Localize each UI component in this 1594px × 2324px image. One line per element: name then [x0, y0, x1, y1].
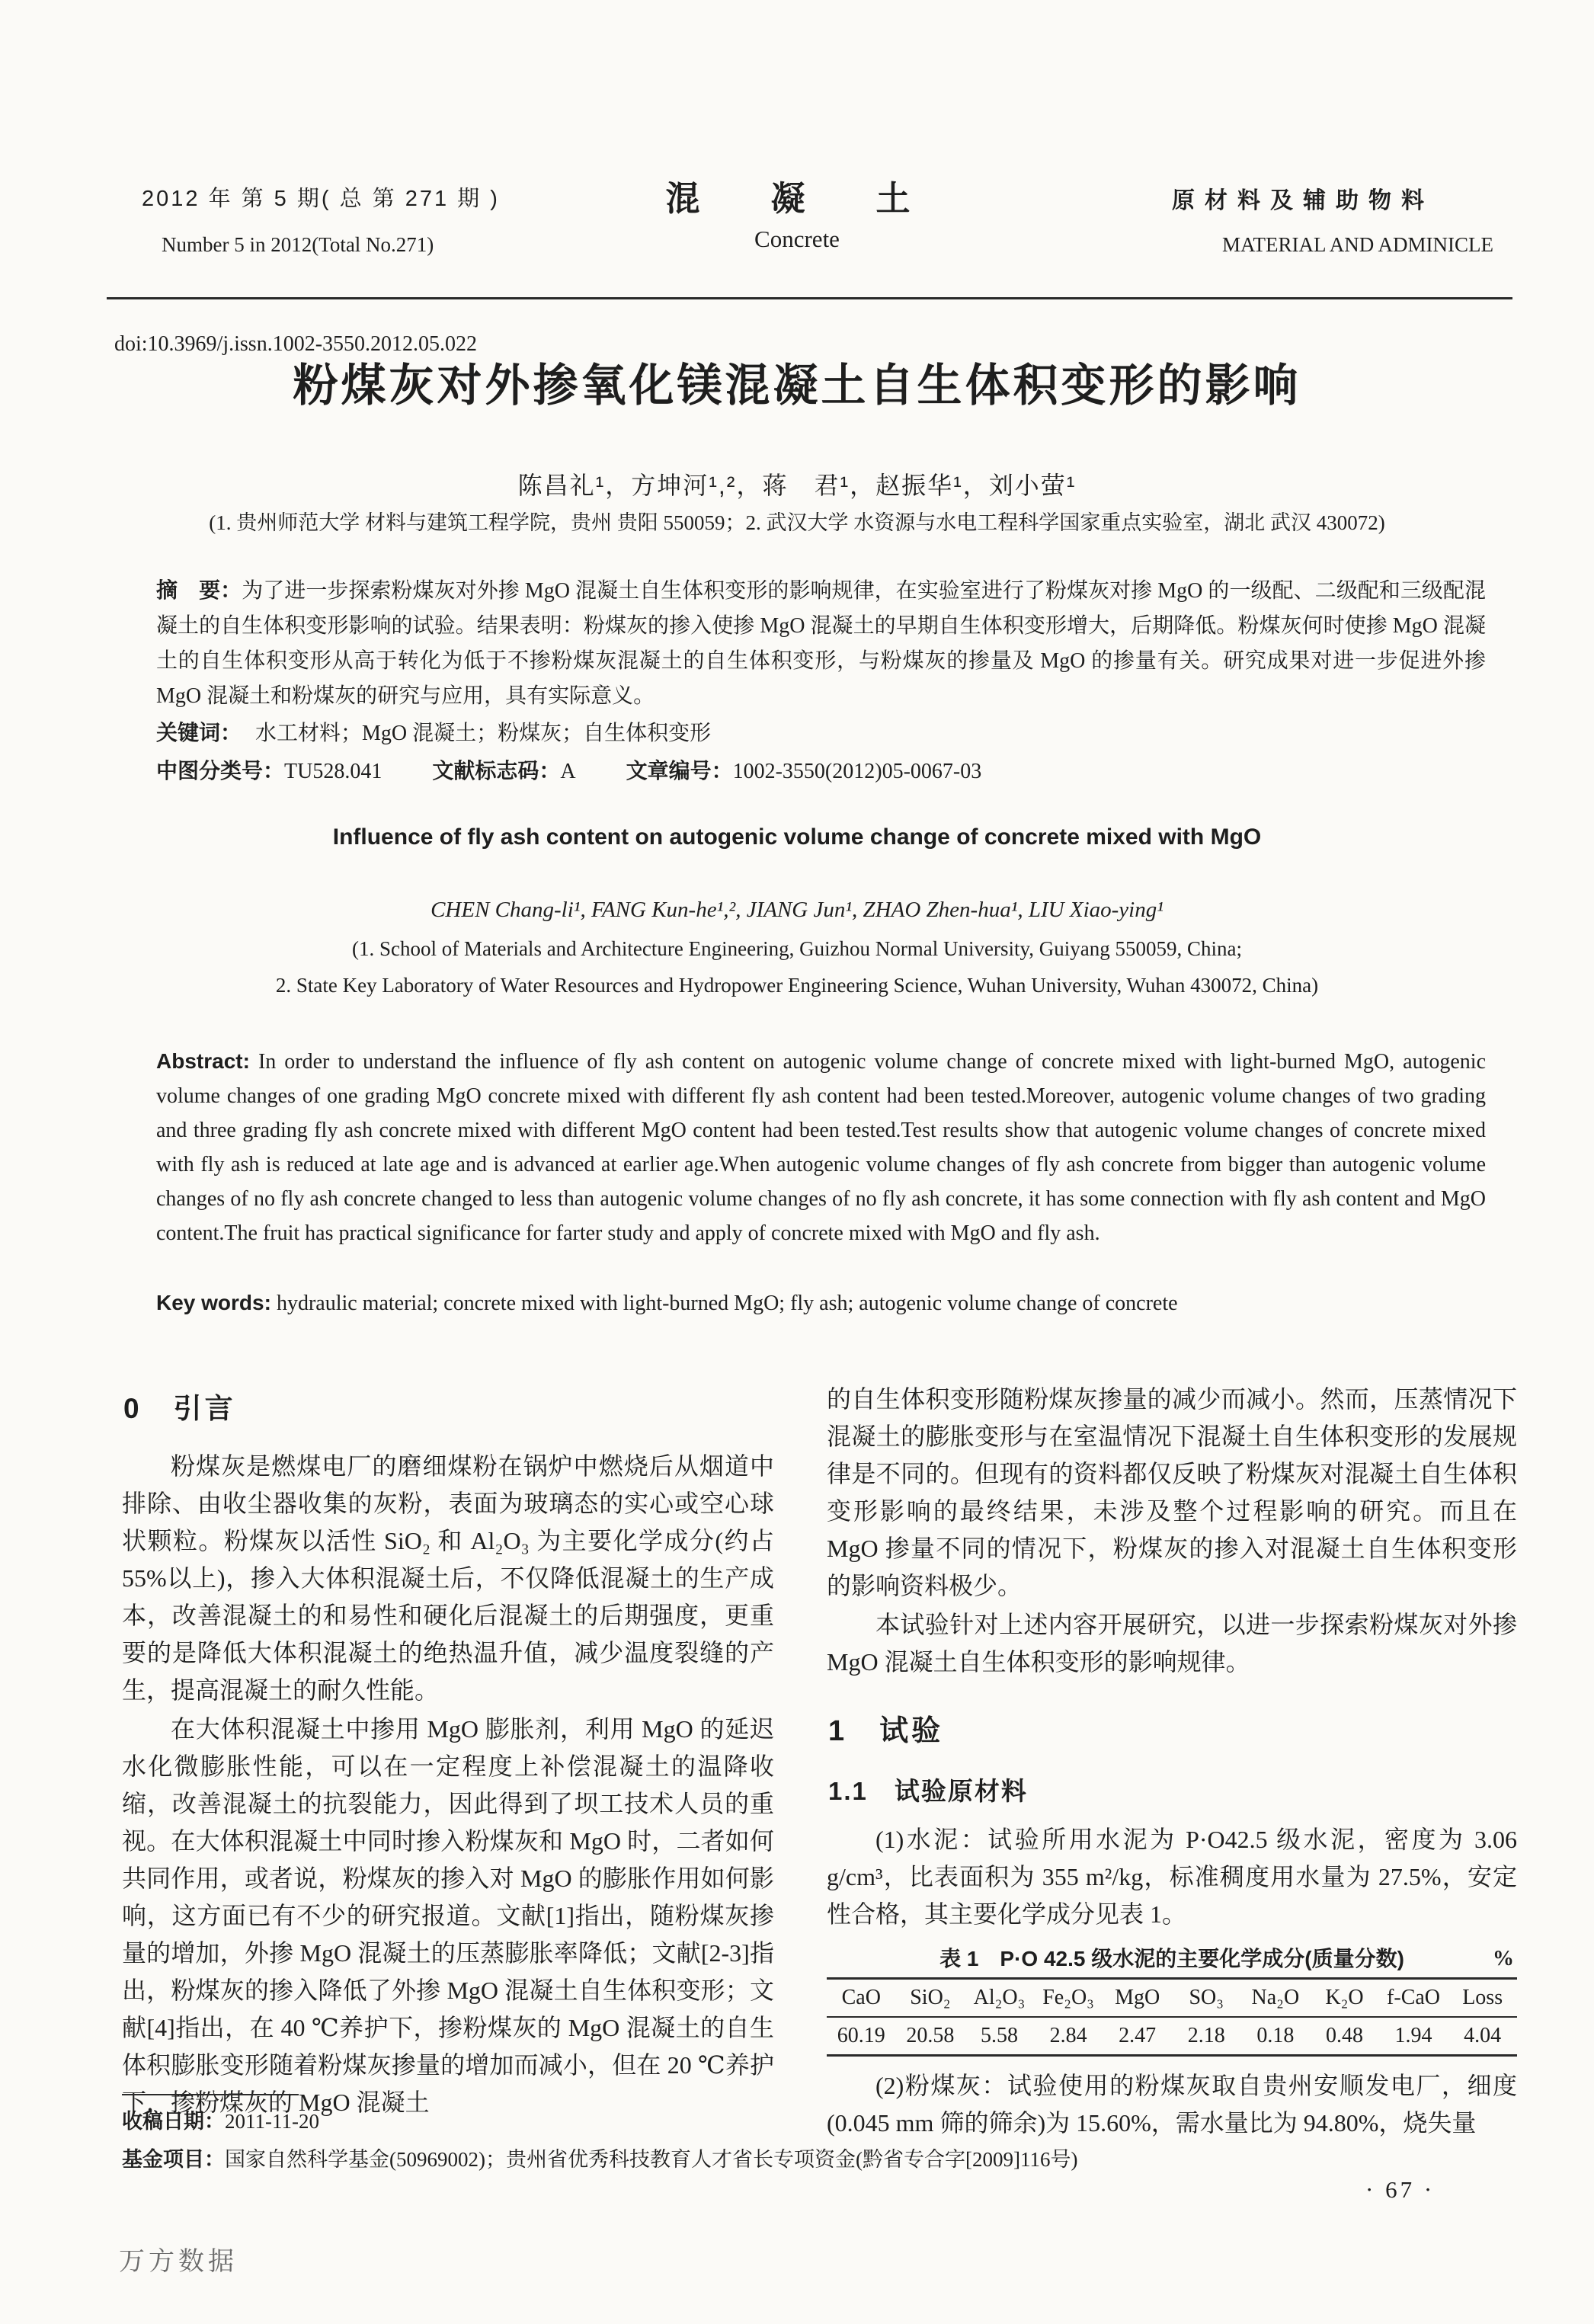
affiliation-zh: (1. 贵州师范大学 材料与建筑工程学院，贵州 贵阳 550059；2. 武汉大学 水资源与水电工程科学国家重点实验室，湖北 武汉 430072) [209, 511, 1385, 534]
keywords-en [156, 1291, 1486, 1316]
table1-unit: % [1493, 1947, 1514, 1970]
abstract-en-label: Abstract: [156, 1049, 250, 1073]
doc-code-label: 文献标志码： [432, 759, 561, 783]
continuation-paragraph: 的自生体积变形随粉煤灰掺量的减少而减小。然而，压蒸情况下混凝土的膨胀变形与在室温情况下混凝土自生体积变形的发展规律是不同的。但现有的资料都仅反映了粉煤灰对混凝土自生体积变形影响的最终结果，未涉及整个过程影响的研究。而且在 MgO 掺量不同的情况下，粉煤灰的掺入对混凝土自生体积变形的影响资料极少。 [827, 1385, 1517, 1599]
page-number: · 67 · [1365, 2176, 1436, 2203]
keywords-en-label: Key words: [156, 1291, 271, 1314]
affiliation-en-2: 2. State Key Laboratory of Water Resources and Hydropower Engineering Science, Wuhan University, Wuhan 430072, China) [275, 974, 1319, 997]
keywords-zh [156, 716, 1486, 747]
materials-heading: 1.1 试验原材料 [828, 1777, 1028, 1805]
table1-value-cell: 60.19 [837, 2024, 885, 2047]
article-id-label: 文章编号： [626, 759, 733, 783]
authors-zh: 陈昌礼¹，方坤河¹,²，蒋 君¹，赵振华¹，刘小萤¹ [517, 472, 1077, 499]
table1-value-row [827, 2018, 1517, 2054]
table1-header-cell: Na₂O [1251, 1986, 1300, 2009]
abstract-zh-text: 为了进一步探索粉煤灰对外掺 MgO 混凝土自生体积变形的影响规律，在实验室进行了粉煤灰对掺 MgO 的一级配、二级配和三级配混凝土的自生体积变形影响的试验。结果表明：粉煤灰的掺入使掺 MgO 混凝土的早期自生体积变形增大，后期降低。粉煤灰何时使掺 MgO 混凝土的自生体积变形从高于转化为低于不掺粉煤灰混凝土的自生体积变形，与粉煤灰的掺量及 MgO 的掺量有关。研究成果对进一步促进外掺 MgO 混凝土和粉煤灰的研究与应用，具有实际意义。 [156, 579, 1486, 708]
table1-header-cell: SO₃ [1189, 1986, 1224, 2009]
keywords-zh-label: 关键词： [156, 721, 242, 744]
table1-header-cell: K₂O [1325, 1986, 1364, 2009]
fund-value: 国家自然科学基金(50969002)；贵州省优秀科技教育人才省长专项资金(黔省专合字[2009]116号) [225, 2148, 1078, 2171]
clc-label: 中图分类号： [156, 759, 285, 783]
intro-heading: 0 引言 [123, 1393, 236, 1424]
issue-info-en: Number 5 in 2012(Total No.271) [162, 233, 434, 256]
table1-header-cell: Al₂O₃ [973, 1986, 1026, 2009]
table1 [827, 1944, 1517, 2057]
received-date-value: 2011-11-20 [225, 2110, 319, 2133]
table1-value-cell: 2.18 [1187, 2024, 1225, 2047]
intro-paragraph-1: 粉煤灰是燃煤电厂的磨细煤粉在锅炉中燃烧后从烟道中排除、由收尘器收集的灰粉，表面为玻璃态的实心或空心球状颗粒。粉煤灰以活性 SiO₂ 和 Al₂O₃ 为主要化学成分(约占 55%以上)，掺入大体积混凝土后，不仅降低混凝土的生产成本，改善混凝土的和易性和硬化后混凝土的后期强度，更重要的是降低大体积混凝土的绝热温升值，减少温度裂缝的产生，提高混凝土的耐久性能。 [122, 1452, 774, 1704]
table1-header-cell: CaO [841, 1986, 881, 2009]
fund-label: 基金项目： [122, 2148, 225, 2171]
article-title-zh: 粉煤灰对外掺氧化镁混凝土自生体积变形的影响 [293, 360, 1301, 411]
received-date-label: 收稿日期： [122, 2110, 225, 2133]
journal-title-zh: 混 凝 土 [665, 180, 929, 218]
footnote-rule [122, 2094, 299, 2095]
table1-value-cell: 5.58 [980, 2024, 1018, 2047]
table1-value-cell: 1.94 [1394, 2024, 1432, 2047]
table1-value-cell: 2.47 [1119, 2024, 1157, 2047]
purpose-paragraph: 本试验针对上述内容开展研究，以进一步探索粉煤灰对外掺 MgO 混凝土自生体积变形的影响规律。 [827, 1611, 1517, 1676]
keywords-en-text: hydraulic material; concrete mixed with light-burned MgO; fly ash; autogenic volume change of concrete [276, 1292, 1178, 1315]
table1-header-cell: Loss [1462, 1986, 1503, 2009]
header-rule [107, 297, 1512, 299]
section-column-en: MATERIAL AND ADMINICLE [1222, 233, 1493, 256]
table1-header-row [827, 1980, 1517, 2018]
journal-title-en: Concrete [754, 226, 840, 252]
table1-grid [827, 1977, 1517, 2057]
table1-value-cell: 20.58 [906, 2024, 955, 2047]
classification-line [156, 754, 1486, 785]
abstract-en-text: In order to understand the influence of fly ash content on autogenic volume change of concrete mixed with light-burned MgO, autogenic volume changes of one grading MgO concrete mixed with different fly ash content had been tested.Moreover, autogenic volume changes of two grading and three grading fly ash concrete mixed with different MgO content had been tested.Test results show that autogenic volume changes of concrete mixed with fly ash is reduced at late age and is advanced at earlier age.When autogenic volume changes of fly ash concrete from bigger than autogenic volume changes of no fly ash concrete changed to less than autogenic volume changes of no fly ash concrete, it has some connection with fly ash content and MgO content.The fruit has practical significance for farter study and apply of concrete mixed with MgO and fly ash. [156, 1050, 1487, 1245]
clc-value: TU528.041 [284, 760, 382, 783]
table1-value-cell: 0.48 [1325, 2024, 1363, 2047]
table1-value-cell: 0.18 [1256, 2024, 1295, 2047]
table1-value-cell: 2.84 [1049, 2024, 1087, 2047]
table1-value-cell: 4.04 [1464, 2024, 1502, 2047]
abstract-zh-label: 摘 要： [156, 578, 242, 602]
table1-header-cell: SiO₂ [910, 1986, 951, 2009]
authors-en: CHEN Chang-li¹, FANG Kun-he¹,², JIANG Jun¹, ZHAO Zhen-hua¹, LIU Xiao-ying¹ [431, 898, 1163, 922]
article-title-en: Influence of fly ash content on autogenic volume change of concrete mixed with MgO [332, 824, 1262, 850]
received-date-line [122, 2105, 319, 2134]
body-column-left [122, 1385, 774, 2121]
wanfang-watermark: 万方数据 [119, 2247, 238, 2276]
doc-code-value: A [560, 760, 576, 783]
fund-line [122, 2143, 1379, 2172]
article-id-value: 1002-3550(2012)05-0067-03 [732, 760, 982, 783]
abstract-zh [156, 573, 1486, 714]
table1-header-cell: Fe₂O₃ [1042, 1986, 1094, 2009]
table1-header-cell: MgO [1115, 1986, 1160, 2009]
affiliation-en-1: (1. School of Materials and Architecture Engineering, Guizhou Normal University, Guiyang 550059, China; [352, 937, 1242, 960]
body-column-right [827, 1381, 1517, 2142]
table1-header-cell: f-CaO [1387, 1986, 1441, 2009]
test-heading: 1 试验 [828, 1715, 944, 1747]
intro-paragraph-2: 在大体积混凝土中掺用 MgO 膨胀剂，利用 MgO 的延迟水化微膨胀性能，可以在一定程度上补偿混凝土的温降收缩，改善混凝土的抗裂能力，因此得到了坝工技术人员的重视。在大体积混凝土中同时掺入粉煤灰和 MgO 时，二者如何共同作用，或者说，粉煤灰的掺入对 MgO 的膨胀作用如何影响，这方面已有不少的研究报道。文献[1]指出，随粉煤灰掺量的增加，外掺 MgO 混凝土的压蒸膨胀率降低；文献[2-3]指出，粉煤灰的掺入降低了外掺 MgO 混凝土自生体积变形；文献[4]指出，在 40 ℃养护下，掺粉煤灰的 MgO 混凝土的自生体积膨胀变形随着粉煤灰掺量的增加而减小，但在 20 ℃养护下，掺粉煤灰的 MgO 混凝土 [122, 1715, 774, 2116]
flyash-paragraph: (2)粉煤灰：试验使用的粉煤灰取自贵州安顺发电厂，细度(0.045 mm 筛的筛余)为 15.60%，需水量比为 94.80%，烧失量 [827, 2072, 1517, 2137]
section-column-zh: 原材料及辅助物料 [1172, 188, 1434, 213]
doi: doi:10.3969/j.issn.1002-3550.2012.05.022 [114, 332, 478, 356]
table1-title-text: 表 1 P·O 42.5 级水泥的主要化学成分(质量分数) [939, 1947, 1404, 1970]
abstract-en [156, 1044, 1486, 1250]
table1-title [827, 1944, 1517, 1977]
issue-info-zh: 2012 年 第 5 期( 总 第 271 期 ) [142, 187, 500, 211]
cement-paragraph: (1)水泥：试验所用水泥为 P·O42.5 级水泥，密度为 3.06 g/cm³，比表面积为 355 m²/kg，标准稠度用水量为 27.5%，安定性合格，其主要化学成分见表 1。 [827, 1826, 1517, 1928]
keywords-zh-text: 水工材料；MgO 混凝土；粉煤灰；自生体积变形 [255, 722, 712, 745]
